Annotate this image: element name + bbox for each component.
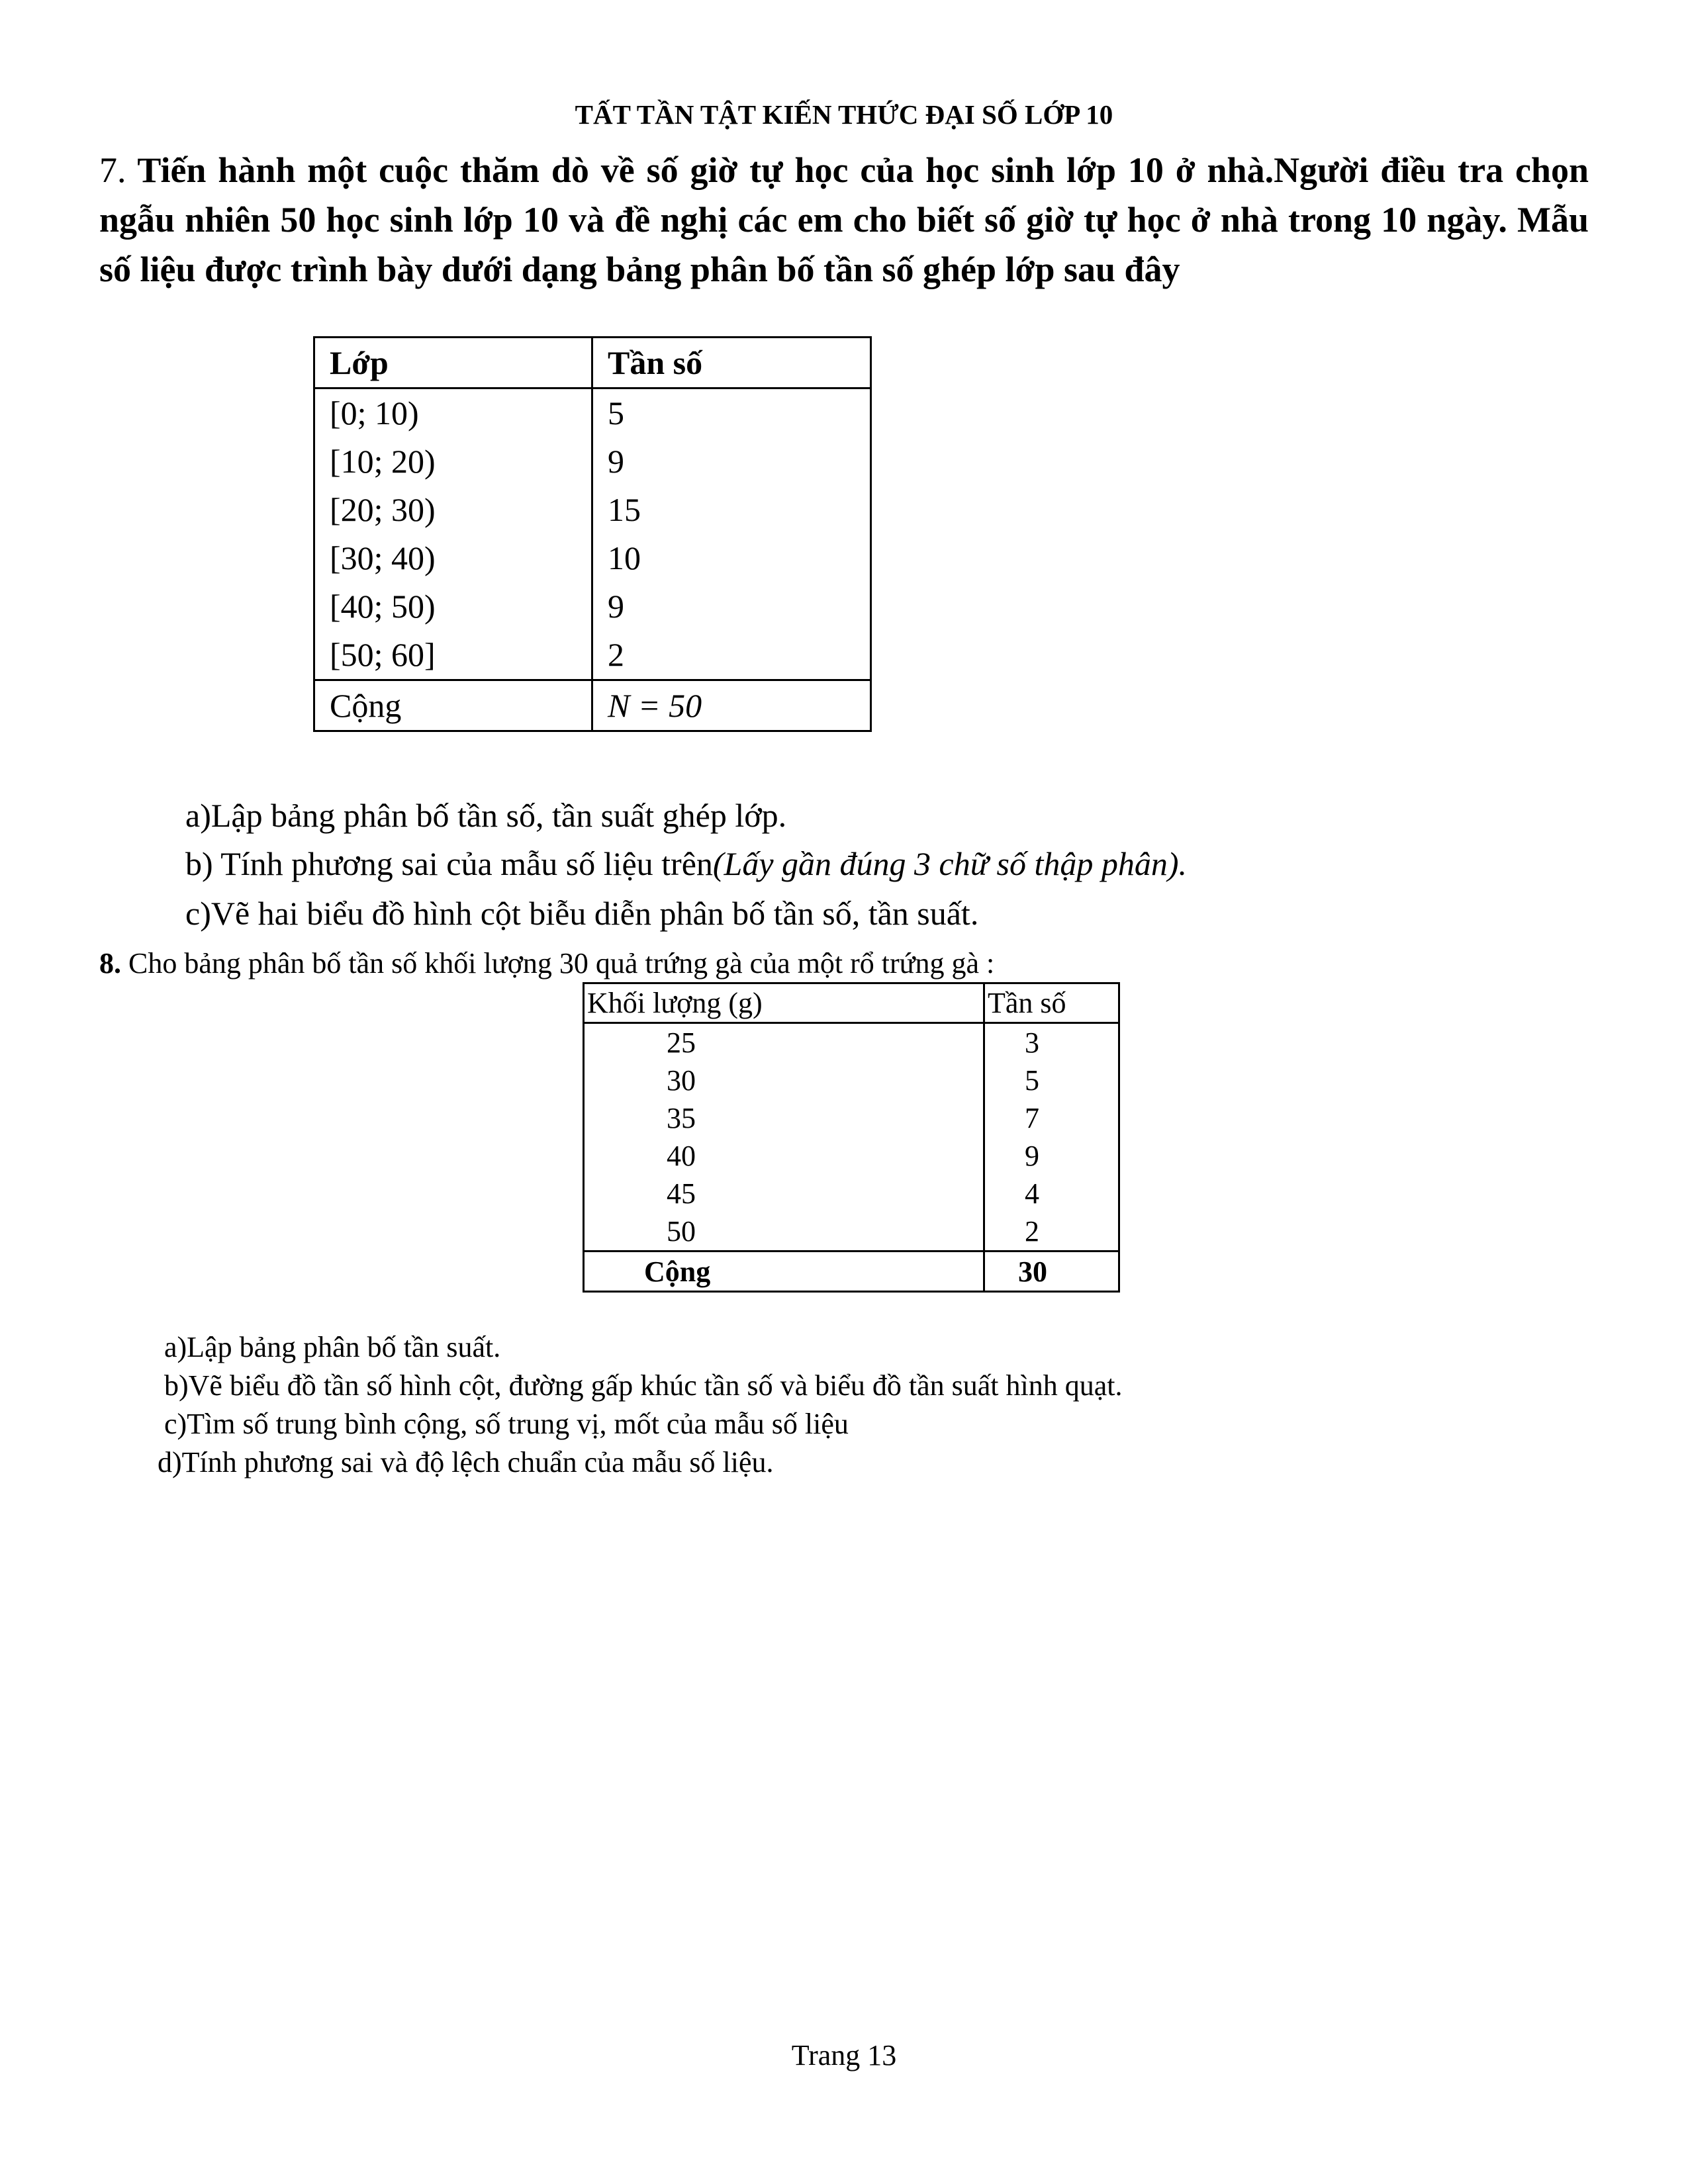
frequency-cell: 7 [984, 1099, 1119, 1137]
frequency-cell: 15 [592, 486, 871, 534]
table-row [314, 582, 871, 631]
question-8-body: Cho bảng phân bố tần số khối lượng 30 quả trứng gà của một rổ trứng gà : [121, 947, 995, 979]
class-cell: [40; 50) [314, 582, 592, 631]
table-row [584, 1062, 1119, 1099]
class-cell: [30; 40) [314, 534, 592, 582]
class-cell: [10; 20) [314, 437, 592, 486]
mass-cell: 25 [584, 1023, 984, 1062]
class-cell: [50; 60] [314, 631, 592, 680]
frequency-cell: 5 [592, 388, 871, 438]
total-value: N = 50 [592, 680, 871, 731]
frequency-cell: 2 [984, 1212, 1119, 1251]
table-row [584, 1023, 1119, 1062]
header-frequency: Tần số [592, 338, 871, 388]
table-row [584, 1212, 1119, 1251]
question-8-part-c: c)Tìm số trung bình cộng, số trung vị, mốt của mẫu số liệu [164, 1408, 849, 1440]
mass-cell: 50 [584, 1212, 984, 1251]
question-7-part-b-text: b) Tính phương sai của mẫu số liệu trên [185, 845, 713, 882]
frequency-cell: 2 [592, 631, 871, 680]
class-frequency-table [313, 336, 872, 732]
table-total-row [584, 1251, 1119, 1292]
table-total-row [314, 680, 871, 731]
question-8-part-a: a)Lập bảng phân bố tần suất. [164, 1331, 501, 1363]
table-row [584, 1099, 1119, 1137]
frequency-cell: 9 [984, 1137, 1119, 1175]
mass-cell: 40 [584, 1137, 984, 1175]
table-header-row [584, 983, 1119, 1023]
mass-cell: 30 [584, 1062, 984, 1099]
question-7-part-b-note: (Lấy gần đúng 3 chữ số thập phân). [712, 845, 1188, 882]
mass-cell: 35 [584, 1099, 984, 1137]
question-7-text [99, 146, 1589, 295]
question-8-number: 8. [99, 947, 121, 979]
question-8-part-d: d)Tính phương sai và độ lệch chuẩn của mẫu số liệu. [158, 1446, 774, 1479]
question-8-part-b: b)Vẽ biểu đồ tần số hình cột, đường gấp khúc tần số và biểu đồ tần suất hình quạt. [164, 1369, 1123, 1402]
question-7-part-c: c)Vẽ hai biểu đồ hình cột biễu diễn phân bố tần số, tần suất. [185, 895, 979, 932]
frequency-cell: 9 [592, 582, 871, 631]
header-frequency: Tần số [984, 983, 1119, 1023]
table-row [314, 534, 871, 582]
table-header-row [314, 338, 871, 388]
table-row [314, 631, 871, 680]
question-7-number: 7. [99, 150, 126, 190]
frequency-cell: 5 [984, 1062, 1119, 1099]
question-7-part-a: a)Lập bảng phân bố tần số, tần suất ghép lớp. [185, 797, 787, 834]
table-row [314, 486, 871, 534]
class-cell: [0; 10) [314, 388, 592, 438]
egg-mass-frequency-table [583, 982, 1120, 1293]
table-row [314, 437, 871, 486]
class-cell: [20; 30) [314, 486, 592, 534]
frequency-cell: 4 [984, 1175, 1119, 1212]
header-class: Lớp [314, 338, 592, 388]
question-7-part-b [185, 844, 1187, 884]
total-value: 30 [984, 1251, 1119, 1292]
mass-cell: 45 [584, 1175, 984, 1212]
table-row [314, 388, 871, 438]
frequency-cell: 3 [984, 1023, 1119, 1062]
page-header-title: TẤT TẦN TẬT KIẾN THỨC ĐẠI SỐ LỚP 10 [575, 99, 1113, 130]
question-8-text [99, 946, 994, 981]
total-label: Cộng [314, 680, 592, 731]
table-row [584, 1137, 1119, 1175]
total-label: Cộng [584, 1251, 984, 1292]
frequency-cell: 9 [592, 437, 871, 486]
frequency-cell: 10 [592, 534, 871, 582]
question-7-body: Tiến hành một cuộc thăm dò về số giờ tự học của học sinh lớp 10 ở nhà.Người điều tra chọn ngẫu nhiên 50 học sinh lớp 10 và đề nghị các em cho biết số giờ tự học ở nhà trong 10 ngày. Mẫu số liệu được trình bày dưới dạng bảng phân bố tần số ghép lớp sau đây [99, 150, 1589, 289]
page-number: Trang 13 [791, 2039, 897, 2071]
table-row [584, 1175, 1119, 1212]
header-mass: Khối lượng (g) [584, 983, 984, 1023]
